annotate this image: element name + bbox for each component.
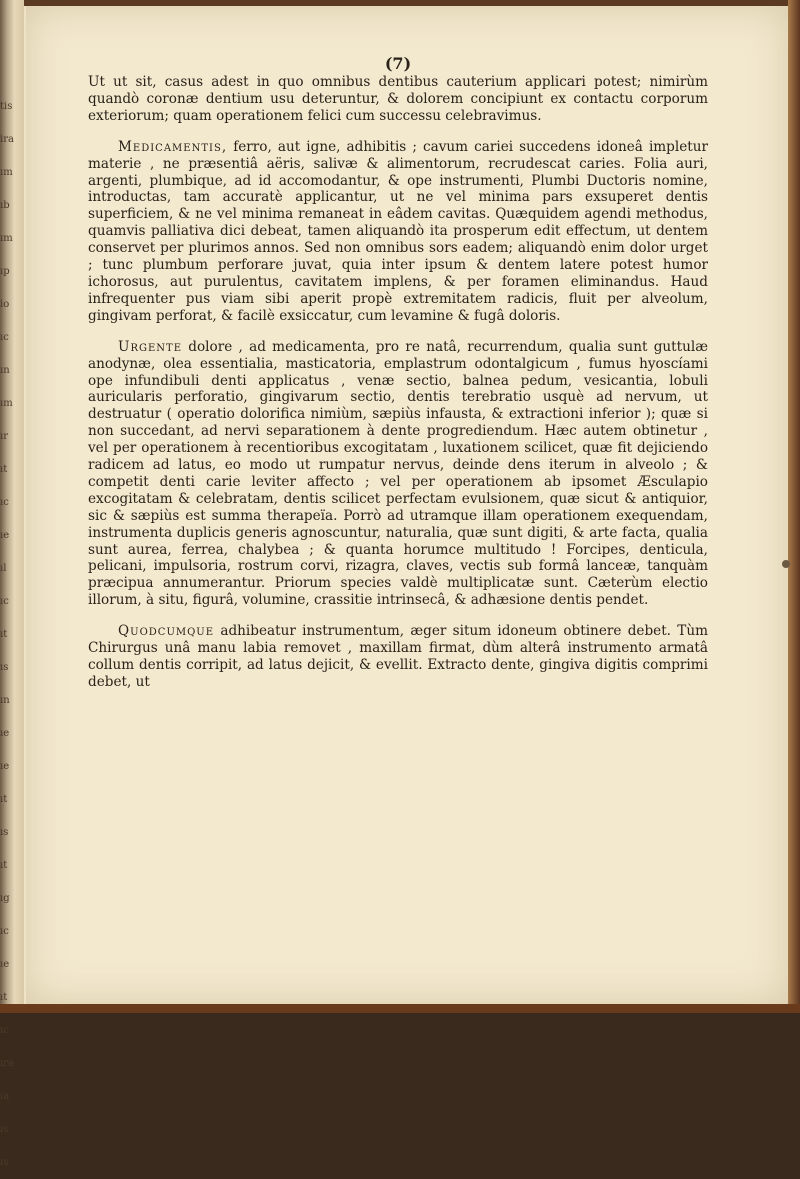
binding-letter: ıra [0,1058,14,1069]
page-text [88,56,708,705]
page-number: (7) [384,54,412,73]
binding-letter: ıt [0,992,8,1003]
binding-letter: ıt [0,794,8,805]
binding-letter: ıc [0,497,9,508]
binding-letter: ıc [0,926,9,937]
binding-letter: ıc [0,332,9,343]
binding-letter: ıt [0,629,8,640]
binding-letter: ıs [0,1124,9,1135]
paragraph-1 [88,74,708,125]
paragraph-2-lead: Medicamentis, [118,138,228,155]
paragraph-3-text: dolore , ad medicamenta, pro re natâ, recurrendum, qualia sunt guttulæ anodynæ, olea essentialia, masticatoria, emplastrum odontalgicum , fumus hyoscíami ope infundibuli denti applicatus , venæ sectio, balnea pedum, vesicantia, lobuli auricularis perforatio, gingivarum sectio, dentis terebratio usquè ad nervum, ut destruatur ( operatio dolorifica nimiùm, sæpiùs infausta, & extractioni inferior ); quæ si non succedant, ad nervi separationem à dente progrediendum. Hæc autem obtinetur , vel per operationem à recentioribus excogitatam , luxationem scilicet, quæ fit dejiciendo radicem ad latus, eo modo ut rumpatur nervus, deinde dens iterum in alveolo ; & competit denti carie leviter affecto ; vel per operationem ab ipsomet Æsculapio excogitatam & celebratam, dentis scilicet perfectam evulsionem, quæ sicut & antiquior, sic & sæpiùs est summa therapeïa. Porrò ad utramque illam operationem exequendam, instrumenta duplicis generis agnoscuntur, naturalia, quæ sunt digiti, & arte facta, qualia sunt aurea, ferrea, chalybea ; & quanta horumce multitudo ! Forcipes, denticula, pelicani, impulsoria, rostrum corvi, rizagra, claves, vectis sub formâ lanceæ, tanquàm præcipua annumerantur. Priorum species valdè multiplicatæ sunt. Cæterùm electio illorum, à situ, figurâ, volumine, crassitie intrinsecâ, & adhæsione dentis pendet. [88,338,708,609]
paragraph-3 [88,339,708,610]
binding-letter: ıe [0,959,10,970]
binding-letter: ira [0,134,14,145]
bottom-edge [0,1004,800,1013]
binding-letter: ım [0,167,13,178]
binding-letter: ıg [0,893,10,904]
binding-letter: ıe [0,530,10,541]
binding-letter: ıs [0,827,9,838]
binding-letters [0,90,14,1179]
paragraph-4 [88,623,708,691]
binding-letter: ır [0,431,8,442]
binding-letter: ıs [0,662,9,673]
paragraph-3-lead: Urgente [118,338,182,355]
binding-letter: ın [0,695,10,706]
paragraph-4-lead: Quodcumque [118,623,215,640]
binding-letter: ıb [0,200,10,211]
paragraph-2 [88,139,708,325]
binding-letter: ıt [0,860,8,871]
binding-letter: io [0,299,10,310]
book-binding-strip [0,0,24,1168]
binding-letter: ıp [0,266,10,277]
binding-letter: ıt [0,464,8,475]
paragraph-1-text: Ut ut sit, casus adest in quo omnibus dentibus cauterium applicari potest; nimirùm quandò coronæ dentium usu deteruntur, & dolorem concipiunt ex contactu corporum exteriorum; quam operationem felici cum successu celebravimus. [88,74,708,124]
right-edge [788,0,800,1013]
paragraph-2-text: ferro, aut igne, adhibitis ; cavum cariei succedens idoneâ impletur materie , ne præsentiâ aëris, salivæ & alimentorum, recrudescat caries. Folia auri, argenti, plumbique, ad id accomodantur, & ope instrumenti, Plumbi Ductoris nomine, introductas, tam accuratè applicantur, ut ne vel minima pars exsuperet dentis superficiem, & ne vel minima remaneat in eâdem cavitas. Quæquidem agendi methodus, quamvis palliativa dici debeat, tamen aliquandò ita prosperum edit effectum, ut dentem conservet per plurimos annos. Sed non omnibus sors eadem; aliquandò enim dolor urget ; tunc plumbum perforare juvat, quia inter ipsum & dentem latere potest humor ichorosus, aut purulentus, cavitatem implens, & per foramen eliminandus. Haud infrequenter pus viam sibi aperit propè extremitatem radicis, fluit per alveolum, gingivam perforat, & facilè exsiccatur, cum levamine & fugâ doloris. [88,138,708,324]
binding-letter: ıs [0,1157,9,1168]
binding-letter: ıa [0,1091,10,1102]
ink-spot [782,560,790,568]
binding-letter: ıc [0,596,9,607]
binding-letter: ıe [0,728,10,739]
paragraph-4-text: adhibeatur instrumentum, æger situm idoneum obtinere debet. Tùm Chirurgus unâ manu labia removet , maxillam firmat, dùm alterâ instrumento armatâ collum dentis corripit, ad latus dejicit, & evellit. Extracto dente, gingiva digitis comprimi debet, ut [88,623,708,690]
binding-letter: ıe [0,761,10,772]
binding-letter: tis [0,101,13,112]
binding-letter: ıl [0,563,7,574]
binding-letter: ım [0,233,13,244]
binding-letter: ıc [0,1025,9,1036]
binding-letter: ın [0,365,10,376]
binding-letter: ım [0,398,13,409]
